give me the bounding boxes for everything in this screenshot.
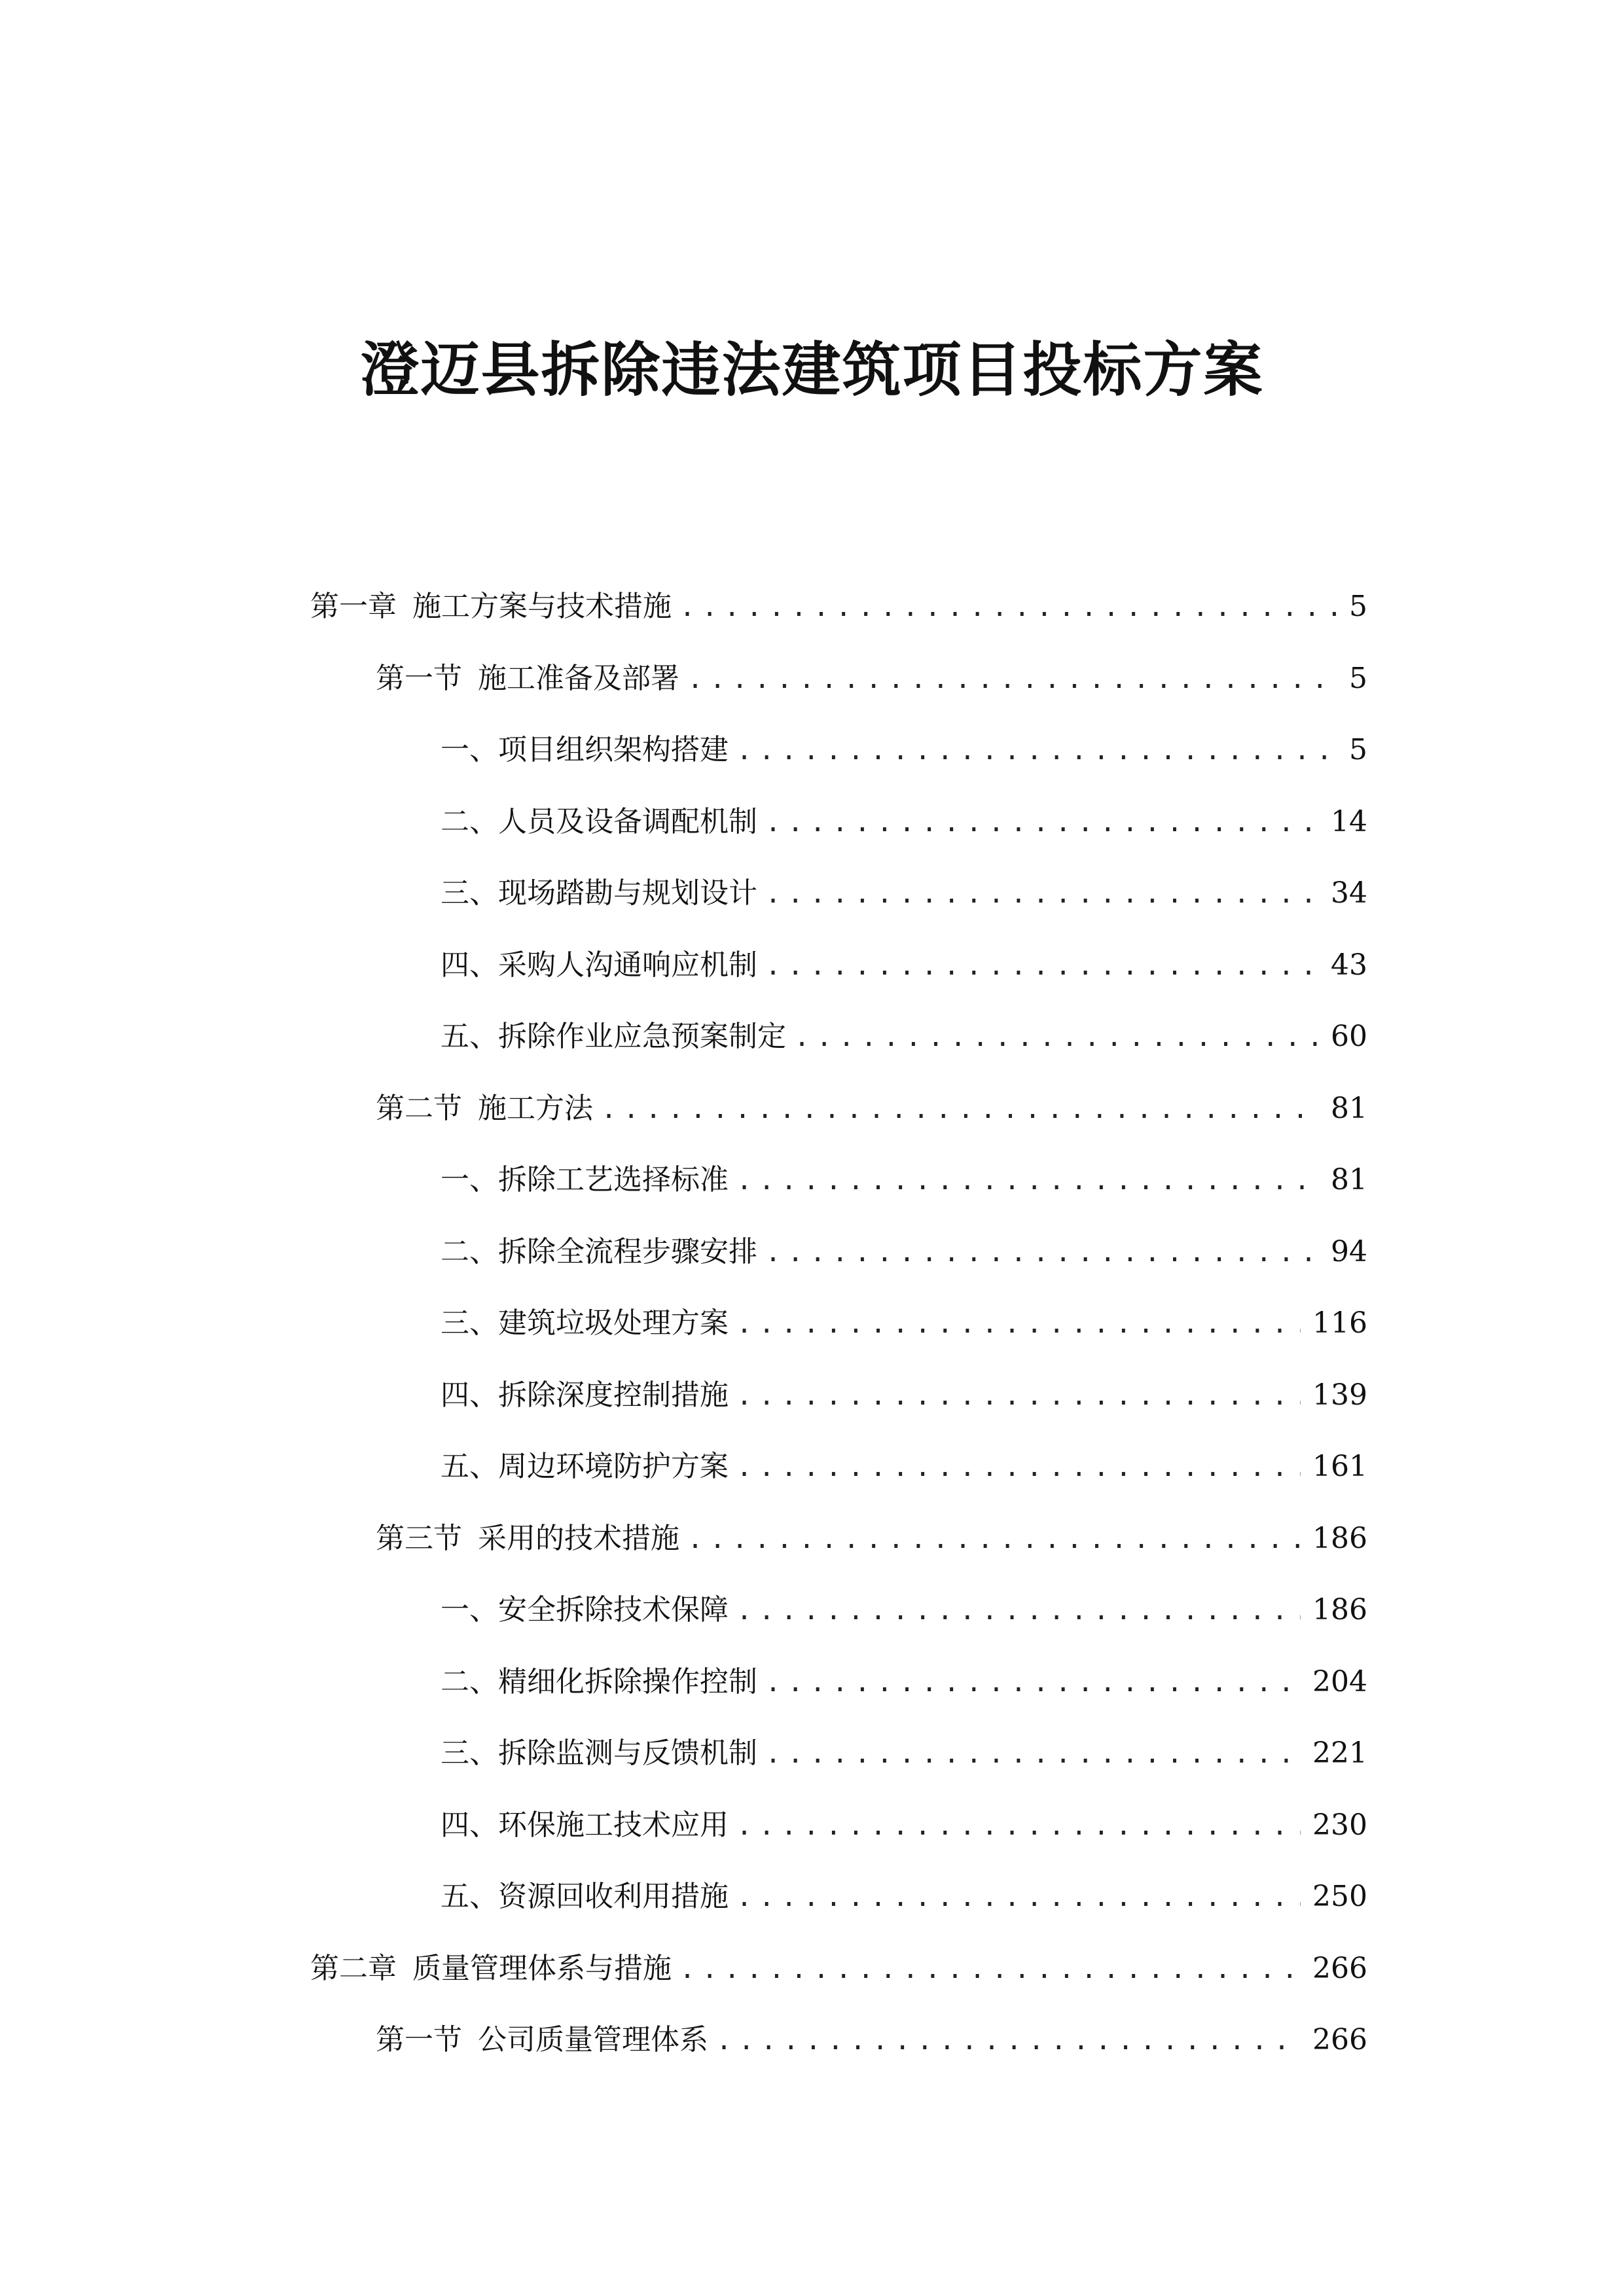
toc-dot-leader — [716, 2008, 1301, 2073]
toc-page-number: 5 — [1349, 661, 1367, 695]
toc-entry-title: 拆除工艺选择标准 — [498, 1163, 729, 1196]
toc-entry-number: 三、 — [441, 1736, 498, 1770]
toc-entry-title: 采购人沟通响应机制 — [498, 948, 757, 982]
toc-entry-number: 一、 — [441, 1163, 498, 1196]
toc-entry-number: 四、 — [441, 1378, 498, 1412]
toc-entry-number: 第二章 — [310, 1951, 397, 1985]
toc-entry-number: 一、 — [441, 733, 498, 766]
toc-entry-title: 拆除深度控制措施 — [498, 1378, 729, 1412]
toc-page-number: 186 — [1312, 1593, 1367, 1626]
toc-entry-number: 三、 — [441, 876, 498, 910]
toc-page-number: 266 — [1312, 2023, 1367, 2056]
toc-entry-number: 三、 — [441, 1306, 498, 1340]
toc-dot-leader — [736, 1363, 1301, 1429]
toc-dot-leader — [765, 933, 1319, 999]
toc-entry-number: 二、 — [441, 804, 498, 838]
toc-entry[interactable] — [0, 1004, 1624, 1076]
toc-entry[interactable] — [0, 1219, 1624, 1291]
toc-dot-leader — [687, 1507, 1301, 1572]
toc-entry-title: 施工方法 — [478, 1091, 593, 1125]
toc-entry-title: 拆除监测与反馈机制 — [498, 1736, 757, 1770]
toc-entry[interactable] — [0, 861, 1624, 933]
toc-entry-title: 环保施工技术应用 — [498, 1808, 729, 1842]
toc-dot-leader — [679, 575, 1337, 640]
document-title: 澄迈县拆除违法建筑项目投标方案 — [360, 335, 1264, 404]
toc-entry-title: 现场踏勘与规划设计 — [498, 876, 757, 910]
toc-dot-leader — [765, 1220, 1319, 1285]
toc-dot-leader — [736, 1291, 1301, 1357]
toc-entry-title: 精细化拆除操作控制 — [498, 1664, 757, 1698]
toc-page-number: 81 — [1331, 1091, 1367, 1125]
toc-dot-leader — [794, 1005, 1319, 1070]
toc-dot-leader — [736, 1578, 1301, 1643]
toc-page-number: 81 — [1331, 1163, 1367, 1196]
toc-dot-leader — [736, 1435, 1301, 1500]
toc-page-number: 250 — [1312, 1880, 1367, 1913]
toc-dot-leader — [765, 861, 1319, 927]
toc-page-number: 34 — [1331, 876, 1367, 910]
toc-entry[interactable] — [0, 574, 1624, 646]
toc-entry-title: 质量管理体系与措施 — [412, 1951, 672, 1985]
toc-page-number: 5 — [1349, 590, 1367, 623]
toc-entry-number: 四、 — [441, 1808, 498, 1842]
toc-entry[interactable] — [0, 1291, 1624, 1363]
toc-entry[interactable] — [0, 1864, 1624, 1936]
toc-entry[interactable] — [0, 1506, 1624, 1578]
toc-entry-number: 五、 — [441, 1880, 498, 1913]
toc-page-number: 5 — [1349, 733, 1367, 766]
toc-entry-title: 周边环境防护方案 — [498, 1450, 729, 1483]
toc-entry[interactable] — [0, 1649, 1624, 1721]
toc-dot-leader — [601, 1077, 1319, 1142]
toc-page-number: 266 — [1312, 1951, 1367, 1985]
toc-dot-leader — [765, 1650, 1301, 1715]
toc-entry-title: 资源回收利用措施 — [498, 1880, 729, 1913]
toc-entry-title: 安全拆除技术保障 — [498, 1593, 729, 1626]
toc-entry[interactable] — [0, 1076, 1624, 1148]
toc-entry-number: 第一节 — [376, 2023, 462, 2056]
toc-entry-title: 拆除全流程步骤安排 — [498, 1234, 757, 1268]
table-of-contents — [0, 574, 1624, 2079]
toc-dot-leader — [765, 790, 1319, 855]
toc-entry-number: 二、 — [441, 1664, 498, 1698]
toc-entry-title: 人员及设备调配机制 — [498, 804, 757, 838]
toc-entry-title: 拆除作业应急预案制定 — [498, 1020, 786, 1053]
toc-entry-title: 项目组织架构搭建 — [498, 733, 729, 766]
toc-entry[interactable] — [0, 646, 1624, 718]
toc-page-number: 94 — [1331, 1234, 1367, 1268]
toc-entry-title: 建筑垃圾处理方案 — [498, 1306, 729, 1340]
toc-page-number: 161 — [1312, 1450, 1367, 1483]
toc-dot-leader — [687, 647, 1337, 712]
toc-entry-number: 第二节 — [376, 1091, 462, 1125]
toc-page-number: 116 — [1312, 1306, 1367, 1340]
toc-entry-number: 第一节 — [376, 661, 462, 695]
toc-entry[interactable] — [0, 2007, 1624, 2079]
toc-page-number: 221 — [1312, 1736, 1367, 1770]
toc-page-number: 204 — [1312, 1664, 1367, 1698]
toc-page-number: 14 — [1331, 804, 1367, 838]
toc-entry[interactable] — [0, 1793, 1624, 1865]
toc-entry-number: 第三节 — [376, 1521, 462, 1555]
toc-page-number: 60 — [1331, 1020, 1367, 1053]
toc-dot-leader — [736, 1793, 1301, 1859]
toc-entry[interactable] — [0, 1936, 1624, 2008]
toc-entry[interactable] — [0, 717, 1624, 789]
toc-entry[interactable] — [0, 1721, 1624, 1793]
toc-dot-leader — [736, 718, 1337, 783]
toc-entry[interactable] — [0, 1577, 1624, 1649]
toc-page-number: 230 — [1312, 1808, 1367, 1842]
toc-dot-leader — [736, 1865, 1301, 1930]
toc-entry-title: 施工准备及部署 — [478, 661, 679, 695]
toc-entry[interactable] — [0, 1434, 1624, 1506]
toc-page-number: 43 — [1331, 948, 1367, 982]
toc-entry-title: 施工方案与技术措施 — [412, 590, 672, 623]
toc-entry[interactable] — [0, 933, 1624, 1005]
toc-entry-number: 一、 — [441, 1593, 498, 1626]
toc-entry-number: 五、 — [441, 1020, 498, 1053]
toc-dot-leader — [765, 1721, 1301, 1787]
toc-entry-title: 采用的技术措施 — [478, 1521, 679, 1555]
toc-entry[interactable] — [0, 789, 1624, 861]
toc-page-number: 186 — [1312, 1521, 1367, 1555]
toc-entry-title: 公司质量管理体系 — [478, 2023, 708, 2056]
toc-dot-leader — [679, 1937, 1301, 2002]
toc-entry[interactable] — [0, 1363, 1624, 1435]
toc-entry-number: 四、 — [441, 948, 498, 982]
toc-entry-number: 五、 — [441, 1450, 498, 1483]
toc-entry[interactable] — [0, 1147, 1624, 1219]
toc-entry-number: 二、 — [441, 1234, 498, 1268]
toc-page-number: 139 — [1312, 1378, 1367, 1412]
toc-dot-leader — [736, 1148, 1319, 1213]
toc-entry-number: 第一章 — [310, 590, 397, 623]
